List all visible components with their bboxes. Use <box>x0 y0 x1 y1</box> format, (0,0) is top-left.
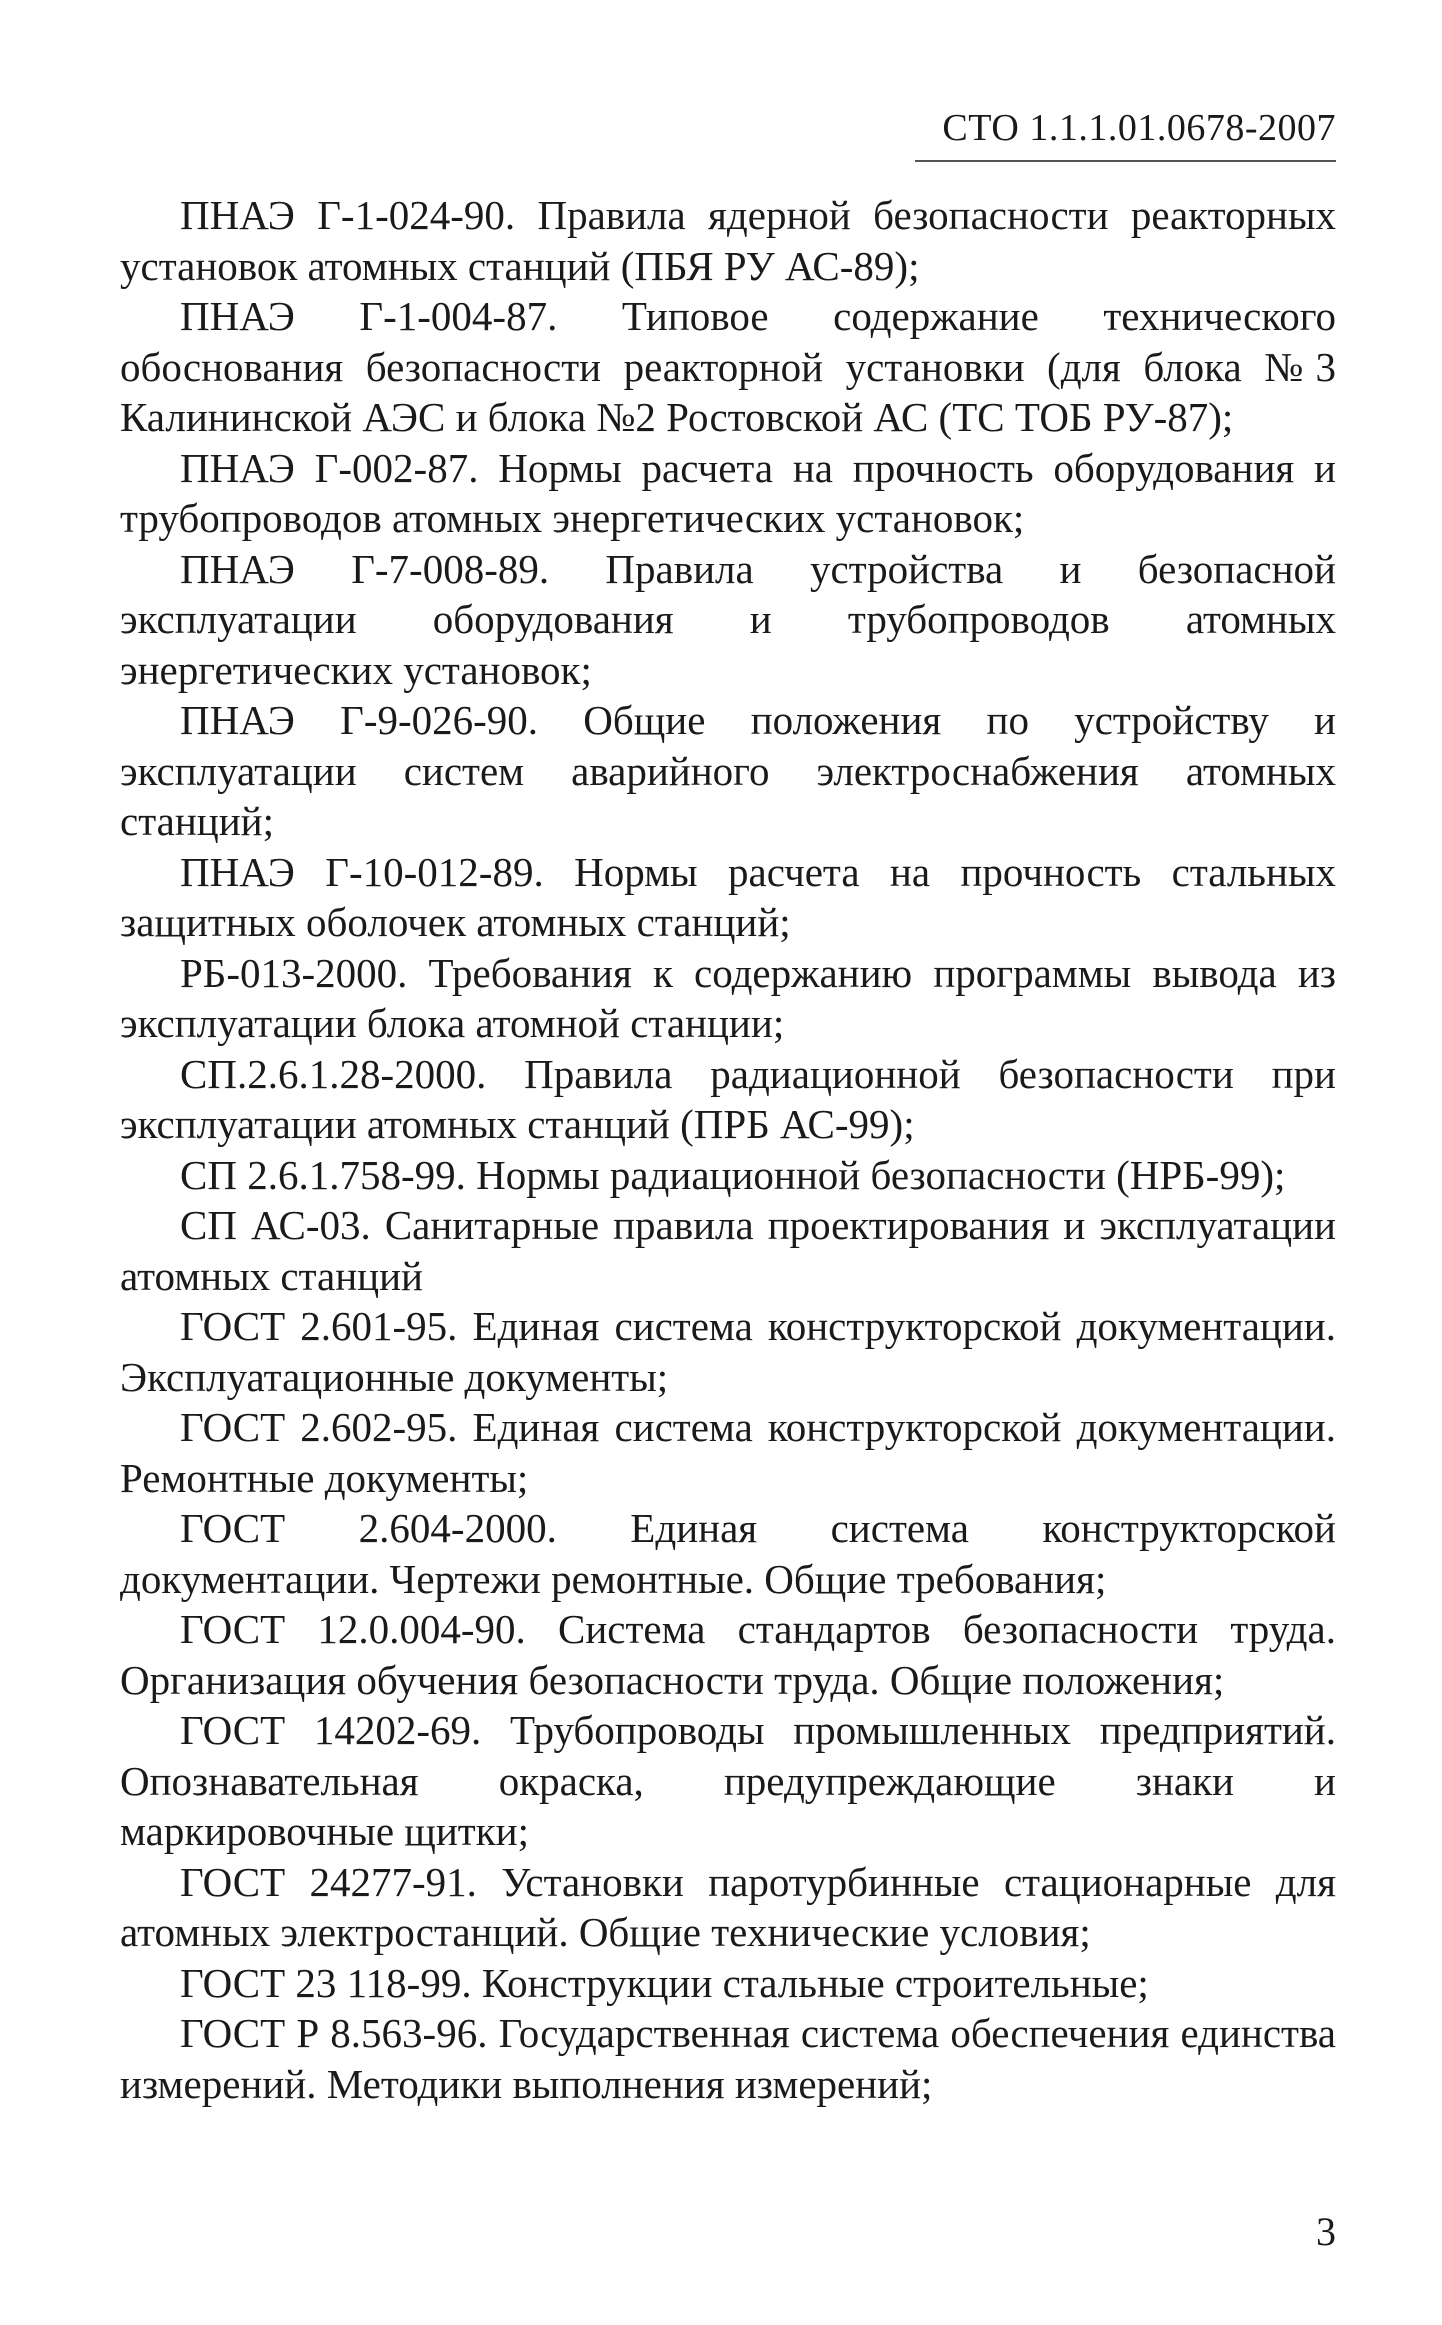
reference-item: ГОСТ Р 8.563-96. Государственная система обеспечения единства измерений. Методики выполнения измерений; <box>120 2010 1336 2107</box>
reference-item: ГОСТ 12.0.004-90. Система стандартов безопасности труда. Организация обучения безопасности труда. Общие положения; <box>120 1606 1336 1703</box>
reference-item: ПНАЭ Г-7-008-89. Правила устройства и безопасной эксплуатации оборудования и трубопроводов атомных энергетических установок; <box>120 545 1336 693</box>
reference-item: ГОСТ 2.601-95. Единая система конструкторской документации. Эксплуатационные документы; <box>120 1303 1336 1400</box>
page-number: 3 <box>1316 2209 1336 2254</box>
reference-item: ПНАЭ Г-1-024-90. Правила ядерной безопасности реакторных установок атомных станций (ПБЯ РУ АС-89); <box>120 192 1336 289</box>
header-divider <box>915 160 1336 162</box>
reference-item: СП.2.6.1.28-2000. Правила радиационной безопасности при эксплуатации атомных станций (ПРБ АС-99); <box>120 1050 1336 1147</box>
reference-item: ПНАЭ Г-10-012-89. Нормы расчета на прочность стальных защитных оболочек атомных станций; <box>120 848 1336 945</box>
reference-item: ПНАЭ Г-002-87. Нормы расчета на прочность оборудования и трубопроводов атомных энергетических установок; <box>120 444 1336 541</box>
reference-item: ГОСТ 23 118-99. Конструкции стальные строительные; <box>180 1959 1149 2006</box>
reference-item: ПНАЭ Г-9-026-90. Общие положения по устройству и эксплуатации систем аварийного электроснабжения атомных станций; <box>120 697 1336 844</box>
references-list <box>120 190 1336 2109</box>
reference-item: ГОСТ 2.602-95. Единая система конструкторской документации. Ремонтные документы; <box>120 1404 1336 1501</box>
reference-item: СП 2.6.1.758-99. Нормы радиационной безопасности (НРБ-99); <box>180 1151 1286 1198</box>
reference-item: РБ-013-2000. Требования к содержанию программы вывода из эксплуатации блока атомной станции; <box>120 949 1336 1046</box>
reference-item: СП АС-03. Санитарные правила проектирования и эксплуатации атомных станций <box>120 1202 1336 1299</box>
reference-item: ГОСТ 24277-91. Установки паротурбинные стационарные для атомных электростанций. Общие технические условия; <box>120 1858 1336 1955</box>
reference-item: ПНАЭ Г-1-004-87. Типовое содержание технического обоснования безопасности реакторной установки (для блока №3 Калининской АЭС и блока №2 Ростовской АС (ТС ТОБ РУ-87); <box>120 293 1336 440</box>
reference-item: ГОСТ 2.604-2000. Единая система конструкторской документации. Чертежи ремонтные. Общие требования; <box>120 1505 1336 1602</box>
document-code-header: СТО 1.1.1.01.0678-2007 <box>942 107 1336 149</box>
reference-item: ГОСТ 14202-69. Трубопроводы промышленных предприятий. Опознавательная окраска, предупреждающие знаки и маркировочные щитки; <box>120 1707 1336 1854</box>
